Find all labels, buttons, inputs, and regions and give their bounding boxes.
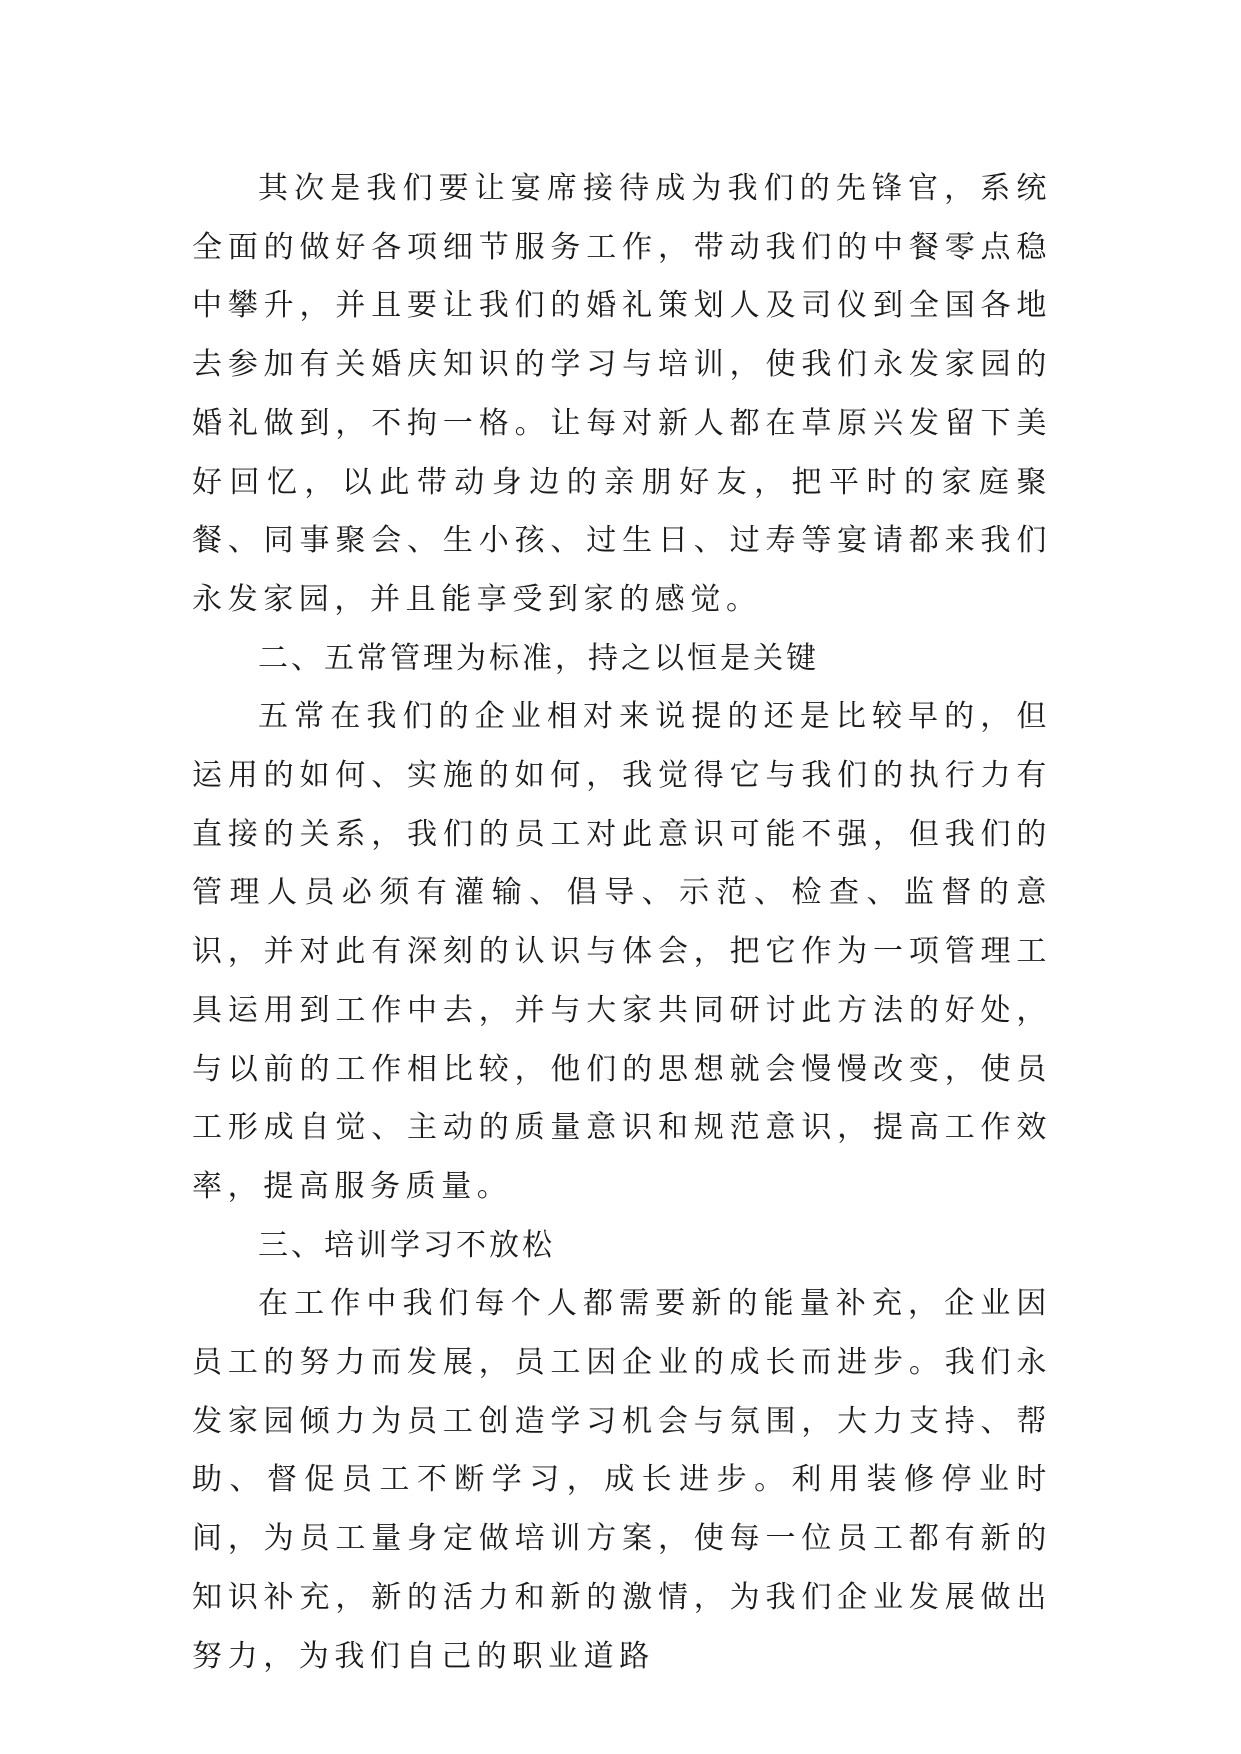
- paragraph-training: 在工作中我们每个人都需要新的能量补充，企业因员工的努力而发展，员工因企业的成长而进步。我们永发家园倾力为员工创造学习机会与氛围，大力支持、帮助、督促员工不断学习，成长进步。利用装修停业时间，为员工量身定做培训方案，使每一位员工都有新的知识补充，新的活力和新的激情，为我们企业发展做出努力，为我们自己的职业道路: [192, 1286, 1052, 1674]
- section-heading-training: 三、培训学习不放松: [258, 1227, 555, 1263]
- document-body: [192, 160, 1052, 1686]
- paragraph-five-s-management: 五常在我们的企业相对来说提的还是比较早的，但运用的如何、实施的如何，我觉得它与我们的执行力有直接的关系，我们的员工对此意识可能不强，但我们的管理人员必须有灌输、倡导、示范、检查、监督的意识，并对此有深刻的认识与体会，把它作为一项管理工具运用到工作中去，并与大家共同研讨此方法的好处，与以前的工作相比较，他们的思想就会慢慢改变，使员工形成自觉、主动的质量意识和规范意识，提高工作效率，提高服务质量。: [192, 699, 1052, 1204]
- paragraph-banquet-reception: 其次是我们要让宴席接待成为我们的先锋官，系统全面的做好各项细节服务工作，带动我们的中餐零点稳中攀升，并且要让我们的婚礼策划人及司仪到全国各地去参加有关婚庆知识的学习与培训，使我们永发家园的婚礼做到，不拘一格。让每对新人都在草原兴发留下美好回忆，以此带动身边的亲朋好友，把平时的家庭聚餐、同事聚会、生小孩、过生日、过寿等宴请都来我们永发家园，并且能享受到家的感觉。: [192, 171, 1052, 617]
- section-heading-five-s-management: 二、五常管理为标准，持之以恒是关键: [258, 640, 819, 676]
